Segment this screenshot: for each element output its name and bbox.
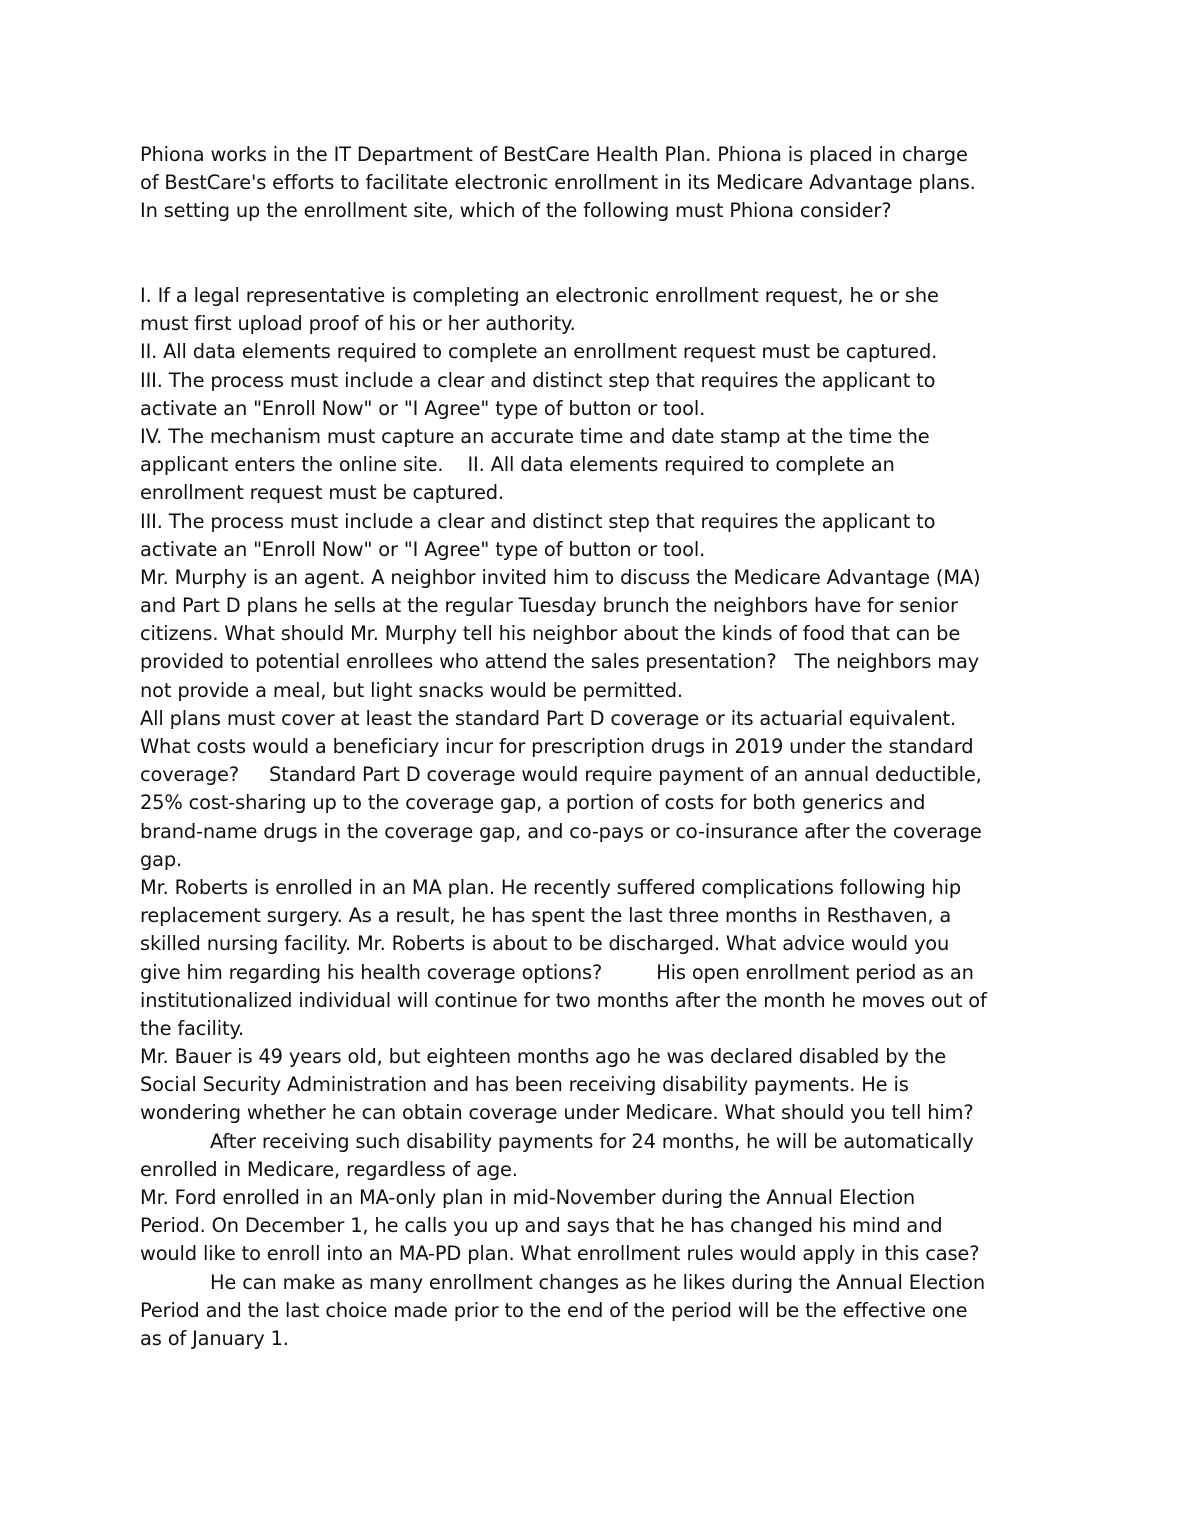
text-line: I. If a legal representative is completing an electronic enrollment request, he or she [140,284,939,307]
text-line: In setting up the enrollment site, which of the following must Phiona consider? [140,199,892,223]
question-body [140,282,1100,1353]
text-line: IV. The mechanism must capture an accurate time and date stamp at the time the [140,424,930,448]
text-line: 25% cost-sharing up to the coverage gap, a portion of costs for both generics and [140,791,926,815]
text-line: enrolled in Medicare, regardless of age. [140,1157,518,1181]
text-line: III. The process must include a clear and distinct step that requires the applicant to [140,368,936,392]
text-line: activate an "Enroll Now" or "I Agree" type of button or tool. [140,537,706,561]
text-line: skilled nursing facility. Mr. Roberts is about to be discharged. What advice would you [140,932,950,956]
text-line: wondering whether he can obtain coverage under Medicare. What should you tell him? [140,1101,974,1125]
text-line: replacement surgery. As a result, he has spent the last three months in Resthaven, a [140,904,952,928]
text-line: What costs would a beneficiary incur for prescription drugs in 2019 under the standard [140,735,974,758]
text-line: Mr. Ford enrolled in an MA-only plan in mid-November during the Annual Election [140,1186,916,1209]
text-line: II. All data elements required to complete an enrollment request must be captured. [140,340,938,364]
text-line: Phiona works in the IT Department of BestCare Health Plan. Phiona is placed in charge [140,143,968,166]
text-line: gap. [140,847,183,871]
text-line: activate an "Enroll Now" or "I Agree" type of button or tool. [140,396,706,420]
text-line: coverage? Standard Part D coverage would require payment of an annual deductible, [140,763,982,787]
text-line: Social Security Administration and has been receiving disability payments. He is [140,1073,909,1097]
text-line: the facility. [140,1016,245,1040]
text-line: would like to enroll into an MA-PD plan. What enrollment rules would apply in this case? [140,1242,980,1266]
text-line: Mr. Murphy is an agent. A neighbor invited him to discuss the Medicare Advantage (MA) [140,565,981,589]
text-line: as of January 1. [140,1326,289,1350]
text-line: Period and the last choice made prior to the end of the period will be the effective one [140,1298,968,1322]
text-line: not provide a meal, but light snacks would be permitted. [140,678,683,702]
text-line: He can make as many enrollment changes as he likes during the Annual Election [210,1270,985,1294]
text-line: citizens. What should Mr. Murphy tell his neighbor about the kinds of food that can be [140,622,961,646]
text-line: enrollment request must be captured. [140,481,504,505]
text-line: Period. On December 1, he calls you up and says that he has changed his mind and [140,1214,943,1238]
text-line: III. The process must include a clear and distinct step that requires the applicant to [140,509,936,533]
text-line: provided to potential enrollees who attend the sales presentation? The neighbors may [140,650,980,674]
question-intro [140,141,1100,226]
text-line: brand-name drugs in the coverage gap, and co-pays or co-insurance after the coverage [140,819,982,843]
text-line: Mr. Bauer is 49 years old, but eighteen months ago he was declared disabled by the [140,1045,947,1069]
text-line: Mr. Roberts is enrolled in an MA plan. He recently suffered complications following hip [140,875,962,899]
text-line: institutionalized individual will continue for two months after the month he moves out of [140,988,987,1012]
text-line: of BestCare's efforts to facilitate electronic enrollment in its Medicare Advantage plans. [140,171,976,195]
text-line: give him regarding his health coverage options? His open enrollment period as an [140,960,974,984]
text-line: All plans must cover at least the standard Part D coverage or its actuarial equivalent. [140,706,957,730]
text-line: applicant enters the online site. II. All data elements required to complete an [140,453,895,477]
text-line: must first upload proof of his or her authority. [140,312,576,336]
text-line: and Part D plans he sells at the regular Tuesday brunch the neighbors have for senior [140,594,958,618]
text-line: After receiving such disability payments for 24 months, he will be automatically [210,1129,974,1153]
